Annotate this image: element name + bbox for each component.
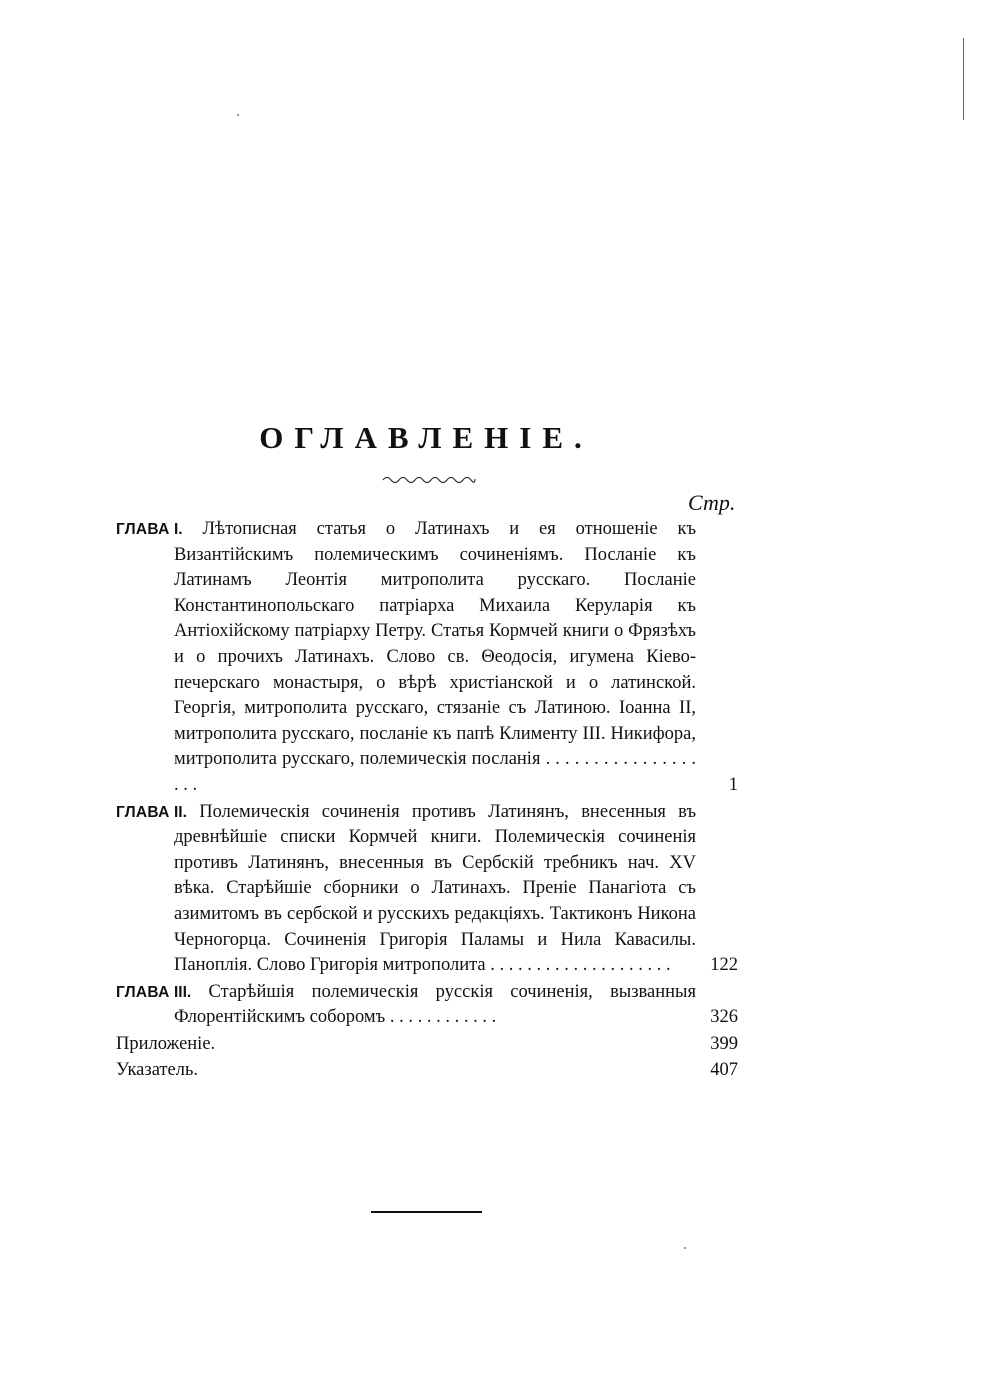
entry-body [174,517,738,799]
entry-page-number: 399 [710,1033,738,1054]
entry-body [174,980,738,1031]
page-column-header: Стр. [688,490,736,515]
dot-leader: . . . . . . . . . . . . . . . . . . . [174,749,696,795]
entry-text: II. Полемическія сочиненія противъ Латинянъ, внесенныя въ древнѣйшіе списки Кормчей книги. Полемическія сочиненія противъ Латинянъ, внесенныя въ Сербскій требникъ нач. XV вѣка. Старѣйшіе сборники о Латинахъ. Преніе Панагіота съ азимитомъ въ сербской и русскихъ редакціяхъ. Тактиконъ Никона Черногорца. Сочиненія Григорія Паламы и Нила Кавасилы. Паноплія. Слово Григорія митрополита . . . . . . . . . . . . . . . . . . . . [174,801,697,976]
dot-leader: . . . . . . . . . . . . . . . . . . . . [485,955,671,976]
page-edge-mark [963,38,964,120]
chapter-label: ГЛАВА [116,521,170,538]
entry-page-number: 407 [710,1060,738,1081]
toc-entry-chapter-1 [116,517,738,799]
chapter-number: II. [174,803,187,821]
print-speck [237,114,239,116]
entry-page-number: 122 [710,955,738,976]
chapter-label: ГЛАВА [116,803,170,821]
toc-entry-index [116,1058,738,1084]
entry-body [116,1032,738,1058]
chapter-number: I. [174,521,183,538]
entry-text: III. Старѣйшія полемическія русскія сочиненія, вызванныя Флорентійскимъ соборомъ . . . . . . . . . . . . [174,981,696,1028]
entry-body [116,1058,738,1084]
entry-body [174,800,738,979]
entry-page-number: 1 [728,774,738,795]
page-title: ОГЛАВЛЕНІЕ. [259,420,593,455]
print-speck [684,1247,686,1249]
toc-entry-chapter-3 [116,980,738,1031]
entry-text: I. Лѣтописная статья о Латинахъ и ея отношеніе къ Византійскимъ полемическимъ сочиненіямъ. Посланіе къ Латинамъ Леонтія митрополита русскаго. Посланіе Константинопольскаго патріарха Михаила Керуларія къ Антіохійскому патріарху Петру. Статья Кормчей книги о Фрязѣхъ и о прочихъ Латинахъ. Слово св. Θеодосія, игумена Кіево-печерскаго монастыря, о вѣрѣ христіанской и о латинской. Георгія, митрополита русскаго, стязаніе съ Латиною. Іоанна II, митрополита русскаго, посланіе къ папѣ Клименту III. Никифора, митрополита русскаго, полемическія посланія . . . . . . . . . . . . . . . . . . . [174,519,697,795]
table-of-contents [116,517,738,1085]
chapter-label: ГЛАВА [116,983,170,1001]
wavy-ornament [382,474,476,486]
entry-text: Указатель. [116,1060,199,1081]
entry-text: Приложеніе. [116,1033,216,1054]
chapter-number: III. [174,983,192,1001]
dot-leader: . . . . . . . . . . . . [385,1007,497,1028]
entry-page-number: 326 [710,1007,738,1028]
bottom-rule [371,1211,482,1213]
toc-entry-appendix [116,1032,738,1058]
toc-entry-chapter-2 [116,800,738,979]
